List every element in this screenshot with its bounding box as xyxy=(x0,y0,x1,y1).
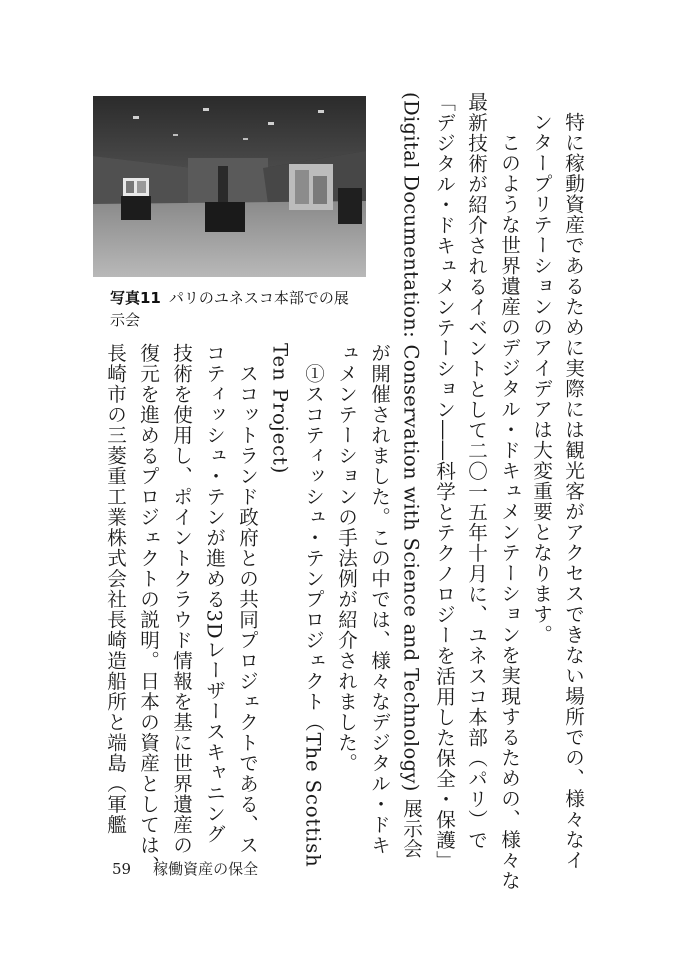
photo-label: 写真11 xyxy=(110,289,161,307)
text-column: 技術を使用し、ポイントクラウド情報を基に世界遺産の xyxy=(169,343,193,856)
text-column: コティッシュ・テンが進める3Dレーザースキャニング xyxy=(202,343,226,845)
text-column: ンタープリテーションのアイデアは大変重要となります。 xyxy=(529,112,553,645)
text-column: ①スコティッシュ・テンプロジェクト（The Scottish xyxy=(301,343,325,868)
text-column: 特に稼動資産であるために実際には観光客がアクセスできない場所での、様々なイ xyxy=(561,112,585,871)
text-column: このような世界遺産のデジタル・ドキュメンテーションを実現するための、様々な xyxy=(497,112,521,891)
text-column: ュメンテーションの手法例が紹介されました。 xyxy=(334,343,358,774)
photo-caption xyxy=(110,287,360,331)
text-column: 復元を進めるプロジェクトの説明。日本の資産としては、 xyxy=(136,343,160,876)
text-column: (Digital Documentation: Conservation with Science and Technology) 展示会 xyxy=(399,92,423,858)
text-column: スコットランド政府との共同プロジェクトである、ス xyxy=(235,343,259,856)
photo-caption-text: パリのユネスコ本部での展示会 xyxy=(110,289,349,329)
page-number: 59 xyxy=(112,860,132,878)
text-column: 「デジタル・ドキュメンテーション――科学とテクノロジーを活用した保全・保護」 xyxy=(432,92,456,871)
text-column: 最新技術が紹介されるイベントとして二〇一五年十月に、ユネスコ本部（パリ）で xyxy=(464,92,488,851)
running-title: 稼働資産の保全 xyxy=(153,860,259,878)
text-column: が開催されました。この中では、様々なデジタル・ドキ xyxy=(367,343,391,856)
page-footer xyxy=(112,858,258,879)
text-column: Ten Project) xyxy=(268,343,292,475)
exhibition-photo xyxy=(93,96,366,277)
text-column: 長崎市の三菱重工業株式会社長崎造船所と端島（軍艦 xyxy=(103,343,127,835)
